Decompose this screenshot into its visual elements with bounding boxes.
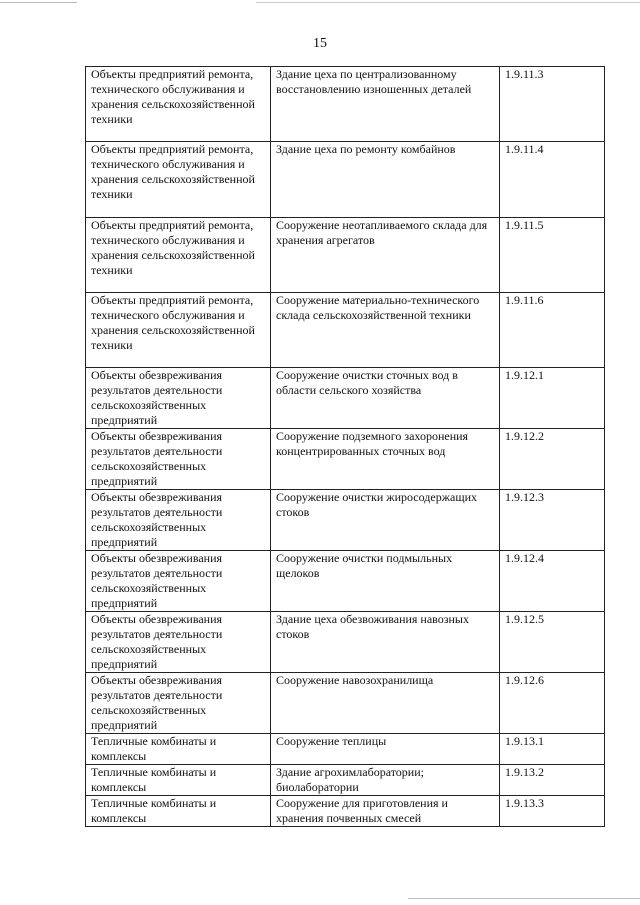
cell-name: Сооружение материально-технического склада сельскохозяйственной техники	[271, 293, 500, 368]
cell-object-type: Объекты предприятий ремонта, технического обслуживания и хранения сельскохозяйственной техники	[86, 67, 271, 142]
cell-object-type: Объекты обезвреживания результатов деятельности сельскохозяйственных предприятий	[86, 673, 271, 734]
cell-code: 1.9.13.2	[500, 765, 605, 796]
cell-object-type: Объекты обезвреживания результатов деятельности сельскохозяйственных предприятий	[86, 368, 271, 429]
cell-name: Сооружение неотапливаемого склада для хранения агрегатов	[271, 218, 500, 293]
cell-name: Сооружение очистки сточных вод в области сельского хозяйства	[271, 368, 500, 429]
cell-object-type: Объекты предприятий ремонта, технического обслуживания и хранения сельскохозяйственной техники	[86, 293, 271, 368]
cell-name: Сооружение для приготовления и хранения почвенных смесей	[271, 796, 500, 827]
cell-name: Сооружение подземного захоронения концентрированных сточных вод	[271, 429, 500, 490]
cell-name: Здание цеха по ремонту комбайнов	[271, 142, 500, 218]
cell-name: Сооружение очистки подмыльных щелоков	[271, 551, 500, 612]
cell-name: Здание цеха обезвоживания навозных стоков	[271, 612, 500, 673]
cell-object-type: Объекты обезвреживания результатов деятельности сельскохозяйственных предприятий	[86, 429, 271, 490]
cell-code: 1.9.11.5	[500, 218, 605, 293]
cell-code: 1.9.11.6	[500, 293, 605, 368]
page-number: 15	[313, 36, 327, 51]
cell-object-type: Объекты обезвреживания результатов деятельности сельскохозяйственных предприятий	[86, 490, 271, 551]
cell-code: 1.9.12.6	[500, 673, 605, 734]
table-row	[86, 765, 605, 796]
table-row	[86, 796, 605, 827]
cell-code: 1.9.13.3	[500, 796, 605, 827]
cell-object-type: Объекты предприятий ремонта, технического обслуживания и хранения сельскохозяйственной техники	[86, 142, 271, 218]
cell-code: 1.9.12.2	[500, 429, 605, 490]
table-row	[86, 218, 605, 293]
cell-code: 1.9.12.4	[500, 551, 605, 612]
scan-edge-bottom	[408, 898, 640, 899]
table-row	[86, 67, 605, 142]
table-row	[86, 293, 605, 368]
table-row	[86, 612, 605, 673]
cell-name: Сооружение очистки жиросодержащих стоков	[271, 490, 500, 551]
cell-object-type: Объекты обезвреживания результатов деятельности сельскохозяйственных предприятий	[86, 612, 271, 673]
cell-object-type: Объекты обезвреживания результатов деятельности сельскохозяйственных предприятий	[86, 551, 271, 612]
table-row	[86, 429, 605, 490]
table-row	[86, 142, 605, 218]
cell-name: Сооружение теплицы	[271, 734, 500, 765]
cell-code: 1.9.12.1	[500, 368, 605, 429]
objects-table	[85, 66, 605, 827]
table-row	[86, 490, 605, 551]
cell-name: Сооружение навозохранилища	[271, 673, 500, 734]
table-row	[86, 368, 605, 429]
scan-edge-top	[0, 2, 640, 3]
table-row	[86, 673, 605, 734]
cell-object-type: Тепличные комбинаты и комплексы	[86, 765, 271, 796]
cell-code: 1.9.13.1	[500, 734, 605, 765]
table-row	[86, 551, 605, 612]
cell-code: 1.9.12.5	[500, 612, 605, 673]
cell-object-type: Тепличные комбинаты и комплексы	[86, 734, 271, 765]
cell-object-type: Объекты предприятий ремонта, технического обслуживания и хранения сельскохозяйственной техники	[86, 218, 271, 293]
cell-name: Здание цеха по централизованному восстановлению изношенных деталей	[271, 67, 500, 142]
cell-name: Здание агрохимлаборатории; биолаборатории	[271, 765, 500, 796]
cell-code: 1.9.12.3	[500, 490, 605, 551]
cell-code: 1.9.11.4	[500, 142, 605, 218]
cell-object-type: Тепличные комбинаты и комплексы	[86, 796, 271, 827]
cell-code: 1.9.11.3	[500, 67, 605, 142]
table-row	[86, 734, 605, 765]
